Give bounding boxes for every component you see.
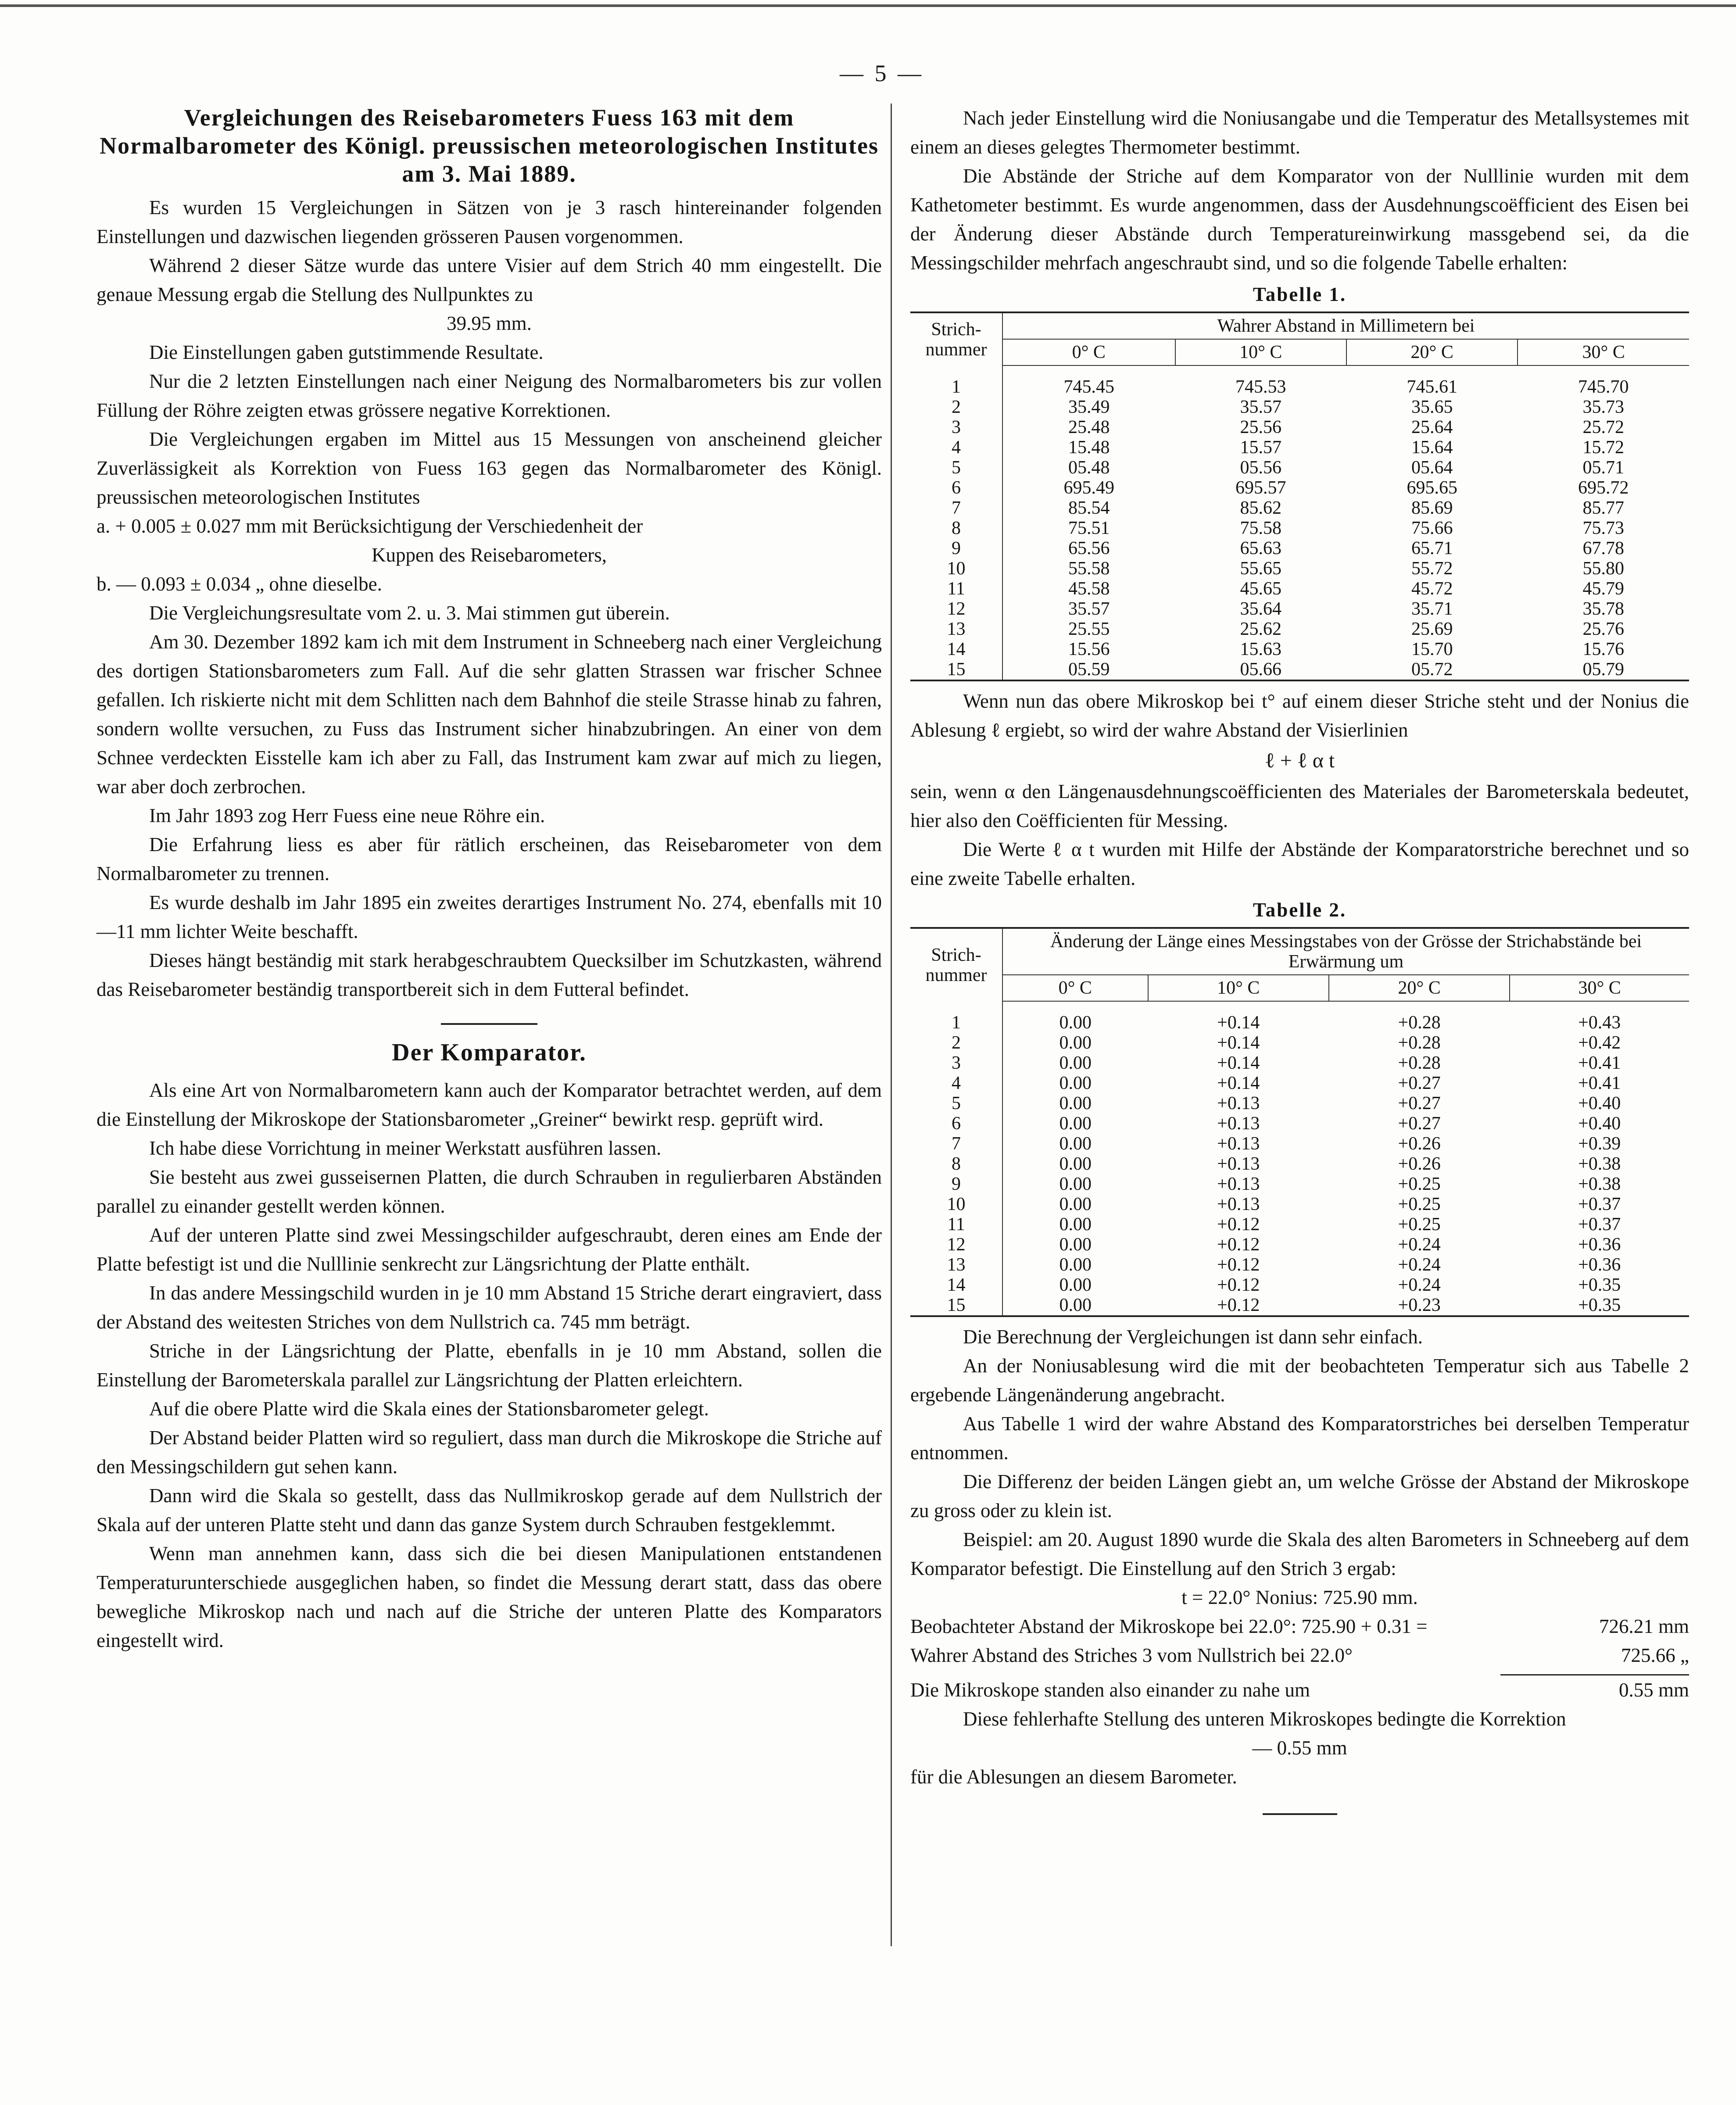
paragraph: Während 2 dieser Sätze wurde das untere Visier auf dem Strich 40 mm eingestellt. Die genaue Messung ergab die Stellung des Nullpunktes zu (97, 254, 882, 305)
komparator-heading: Der Komparator. (392, 1039, 587, 1066)
table2-value-cell: +0.14 (1217, 1033, 1260, 1053)
table2-strich-cell: 14 (910, 1275, 1002, 1295)
table1-value-cell: 35.71 (1411, 599, 1453, 619)
paragraph: Wenn man annehmen kann, dass sich die bei diesen Manipulationen entstandenen Temperaturunterschiede ausgeglichen haben, so findet die Messung derart statt, dass das obere bewegliche Mikroskop nach und nach auf die Striche der unteren Platte des Komparators eingestellt wird. (97, 1543, 882, 1651)
table1-value-cell: 35.57 (1240, 397, 1282, 417)
table2-value-cell: +0.27 (1398, 1113, 1441, 1134)
table2-value-cell: +0.13 (1217, 1154, 1260, 1174)
paragraph: Sie besteht aus zwei gusseisernen Platten, die durch Schrauben in regulierbaren Abständen parallel zu einander gestellt werden können. (97, 1166, 882, 1217)
correction-a: a. + 0.005 ± 0.027 mm mit Berücksichtigung der Verschiedenheit der (97, 515, 643, 537)
table2-temp-header: 30° C (1510, 975, 1689, 1001)
table2-value-cell: +0.38 (1578, 1154, 1621, 1174)
example-observed-value: 726.21 mm (1599, 1615, 1689, 1637)
table1-value-cell: 45.65 (1240, 579, 1282, 599)
table1-value-cell: 05.64 (1411, 458, 1453, 478)
example-difference-label: Die Mikroskope standen also einander zu nahe um (910, 1679, 1310, 1701)
table1-temp-header: 0° C (1002, 339, 1175, 365)
example-observed-row (910, 1612, 1689, 1641)
table2-row (910, 1113, 1689, 1134)
table2-strich-cell: 4 (910, 1073, 1002, 1093)
table1-strich-cell: 1 (910, 377, 1002, 397)
table2-row (910, 1295, 1689, 1316)
table1-value-cell: 695.57 (1235, 478, 1286, 498)
table2-value-cell: +0.36 (1578, 1235, 1621, 1255)
paragraph: Der Abstand beider Platten wird so reguliert, dass man durch die Mikroskope die Striche auf den Messingschildern gut sehen kann. (97, 1427, 882, 1478)
table1-value-cell: 25.64 (1411, 417, 1453, 437)
table2-value-cell: +0.26 (1398, 1134, 1441, 1154)
table1-strich-cell: 14 (910, 639, 1002, 659)
table2-row (910, 1214, 1689, 1235)
table2-value-cell: 0.00 (1059, 1013, 1092, 1033)
table2-row (910, 1255, 1689, 1275)
left-column (97, 104, 882, 1655)
table1-value-cell: 25.72 (1582, 417, 1624, 437)
table2-value-cell: +0.14 (1217, 1013, 1260, 1033)
table1-value-cell: 15.70 (1411, 639, 1453, 659)
table1-strich-cell: 15 (910, 659, 1002, 680)
example-true-row (910, 1641, 1689, 1670)
table1-body (910, 365, 1689, 680)
table2-strich-cell: 2 (910, 1033, 1002, 1053)
table1-value-cell: 05.56 (1240, 458, 1282, 478)
table1-value-cell: 15.48 (1068, 437, 1110, 458)
table2-strich-cell: 3 (910, 1053, 1002, 1073)
table2-value-cell: +0.41 (1578, 1073, 1621, 1093)
paragraph: Auf die obere Platte wird die Skala eines der Stationsbarometer gelegt. (149, 1398, 709, 1420)
table1-value-cell: 67.78 (1582, 538, 1624, 558)
table1-strich-cell: 6 (910, 478, 1002, 498)
table1-strich-cell: 11 (910, 579, 1002, 599)
table1 (910, 311, 1689, 681)
table1-value-cell: 35.78 (1582, 599, 1624, 619)
table1-value-cell: 35.49 (1068, 397, 1110, 417)
paragraph: Die Abstände der Striche auf dem Komparator von der Nulllinie wurden mit dem Kathetometer bestimmt. Es wurde angenommen, dass der Ausdehnungscoëfficient des Eisen bei der Änderung dieser Abstände durch Temperatureinwirkung massgebend sei, da die Messingschilder mehrfach angeschraubt sind, und so die folgende Tabelle erhalten: (910, 165, 1689, 274)
table1-value-cell: 85.54 (1068, 498, 1110, 518)
paragraph: Beispiel: am 20. August 1890 wurde die Skala des alten Barometers in Schneeberg auf dem Komparator befestigt. Die Einstellung auf den Strich 3 ergab: (910, 1529, 1689, 1579)
zero-point-value: 39.95 mm. (447, 312, 532, 334)
paragraph: Wenn nun das obere Mikroskop bei t° auf einem dieser Striche steht und der Nonius die Ablesung ℓ ergiebt, so wird der wahre Abstand der Visierlinien (910, 690, 1689, 741)
table1-value-cell: 35.65 (1411, 397, 1453, 417)
table1-value-cell: 75.73 (1582, 518, 1624, 538)
table2-strich-cell: 12 (910, 1235, 1002, 1255)
table2-value-cell: +0.24 (1398, 1275, 1441, 1295)
table1-value-cell: 25.56 (1240, 417, 1282, 437)
table1-value-cell: 25.76 (1582, 619, 1624, 639)
table2-value-cell: +0.13 (1217, 1134, 1260, 1154)
table2-strich-cell: 11 (910, 1214, 1002, 1235)
table2-value-cell: +0.13 (1217, 1113, 1260, 1134)
table2-value-cell: 0.00 (1059, 1235, 1092, 1255)
paragraph: Die Einstellungen gaben gutstimmende Resultate. (149, 341, 544, 363)
table2-value-cell: +0.13 (1217, 1174, 1260, 1194)
table1-row (910, 417, 1689, 437)
table1-row (910, 498, 1689, 518)
table1-value-cell: 65.71 (1411, 538, 1453, 558)
paragraph: Es wurden 15 Vergleichungen in Sätzen von je 3 rasch hintereinander folgenden Einstellungen und dazwischen liegenden grösseren Pausen vorgenommen. (97, 197, 882, 247)
table1-value-cell: 05.66 (1240, 659, 1282, 680)
table1-value-cell: 75.51 (1068, 518, 1110, 538)
table2-strich-cell: 5 (910, 1093, 1002, 1113)
table2-row (910, 1033, 1689, 1053)
table1-value-cell: 15.56 (1068, 639, 1110, 659)
comparison-heading: Vergleichungen des Reisebarometers Fuess 163 mit dem Normalbarometer des Königl. preussischen meteorologischen Institutes am 3. Mai 1889. (100, 104, 879, 187)
table1-value-cell: 65.56 (1068, 538, 1110, 558)
table1-strich-cell: 5 (910, 458, 1002, 478)
example-difference-row (910, 1675, 1689, 1704)
table2-value-cell: +0.25 (1398, 1194, 1441, 1214)
table1-strich-cell: 4 (910, 437, 1002, 458)
table2-strich-cell: 15 (910, 1295, 1002, 1316)
table1-row (910, 558, 1689, 579)
table2-value-cell: 0.00 (1059, 1194, 1092, 1214)
table2-value-cell: +0.13 (1217, 1093, 1260, 1113)
correction-value: — 0.55 mm (1252, 1737, 1347, 1759)
table2-temp-header: 0° C (1002, 975, 1148, 1001)
paragraph: Dieses hängt beständig mit stark herabgeschraubtem Quecksilber im Schutzkasten, während das Reisebarometer beständig transportbereit sich in dem Futteral befindet. (97, 949, 882, 1000)
table1-value-cell: 695.72 (1578, 478, 1629, 498)
table1-value-cell: 45.79 (1582, 579, 1624, 599)
table2-value-cell: +0.40 (1578, 1093, 1621, 1113)
table1-row (910, 377, 1689, 397)
table1-value-cell: 55.72 (1411, 558, 1453, 579)
table2-value-cell: +0.27 (1398, 1093, 1441, 1113)
paragraph: An der Noniusablesung wird die mit der beobachteten Temperatur sich aus Tabelle 2 ergebende Längenänderung angebracht. (910, 1355, 1689, 1406)
table1-temp-header: 20° C (1346, 339, 1518, 365)
table1-value-cell: 15.76 (1582, 639, 1624, 659)
table1-strich-cell: 13 (910, 619, 1002, 639)
table2-value-cell: +0.35 (1578, 1295, 1621, 1315)
table1-value-cell: 45.72 (1411, 579, 1453, 599)
paragraph: Ich habe diese Vorrichtung in meiner Werkstatt ausführen lassen. (149, 1137, 662, 1159)
table2-row (910, 1073, 1689, 1093)
table2-value-cell: 0.00 (1059, 1093, 1092, 1113)
table2-value-cell: 0.00 (1059, 1033, 1092, 1053)
table2 (910, 927, 1689, 1317)
paragraph: Es wurde deshalb im Jahr 1895 ein zweites derartiges Instrument No. 274, ebenfalls mit 10—11 mm lichter Weite beschafft. (97, 891, 882, 942)
table2-value-cell: +0.25 (1398, 1174, 1441, 1194)
table1-value-cell: 745.45 (1063, 377, 1115, 397)
table1-value-cell: 55.80 (1582, 558, 1624, 579)
table2-row (910, 1134, 1689, 1154)
table2-value-cell: +0.38 (1578, 1174, 1621, 1194)
top-rule (0, 4, 1736, 7)
table2-row (910, 1093, 1689, 1113)
table1-value-cell: 745.61 (1407, 377, 1457, 397)
table2-value-cell: 0.00 (1059, 1134, 1092, 1154)
table2-strich-cell: 13 (910, 1255, 1002, 1275)
table2-value-cell: +0.12 (1217, 1214, 1260, 1235)
table1-value-cell: 695.49 (1063, 478, 1115, 498)
paragraph: Aus Tabelle 1 wird der wahre Abstand des Komparatorstriches bei derselben Temperatur entnommen. (910, 1413, 1689, 1464)
table1-value-cell: 05.79 (1582, 659, 1624, 680)
table2-value-cell: +0.24 (1398, 1235, 1441, 1255)
paragraph: Dann wird die Skala so gestellt, dass das Nullmikroskop gerade auf dem Nullstrich der Skala auf der unteren Platte steht und dann das ganze System durch Schrauben festgeklemmt. (97, 1485, 882, 1536)
table1-value-cell: 35.73 (1582, 397, 1624, 417)
paragraph: Die Vergleichungsresultate vom 2. u. 3. Mai stimmen gut überein. (149, 602, 670, 624)
table2-value-cell: 0.00 (1059, 1275, 1092, 1295)
table1-row (910, 458, 1689, 478)
table2-row (910, 1174, 1689, 1194)
table1-row (910, 659, 1689, 680)
table1-value-cell: 85.77 (1582, 498, 1624, 518)
table1-value-cell: 745.53 (1235, 377, 1286, 397)
example-observed-label: Beobachteter Abstand der Mikroskope bei 22.0°: 725.90 + 0.31 = (910, 1615, 1428, 1637)
right-column (910, 104, 1689, 1815)
table2-strich-cell: 10 (910, 1194, 1002, 1214)
correction-b: b. — 0.093 ± 0.034 „ ohne dieselbe. (97, 573, 382, 595)
table2-row (910, 1235, 1689, 1255)
table2-value-cell: +0.12 (1217, 1255, 1260, 1275)
table1-temp-header: 30° C (1518, 339, 1689, 365)
table2-row (910, 1013, 1689, 1033)
table1-value-cell: 35.57 (1068, 599, 1110, 619)
table2-group-header: Änderung der Länge eines Messingstabes von der Grösse der Strichabstände bei Erwärmung um (1050, 931, 1642, 972)
table2-value-cell: +0.23 (1398, 1295, 1441, 1315)
paragraph: sein, wenn α den Längenausdehnungscoëfficienten des Materiales der Barometerskala bedeutet, hier also den Coëfficienten für Messing. (910, 780, 1689, 831)
table2-value-cell: +0.28 (1398, 1033, 1441, 1053)
table2-value-cell: +0.26 (1398, 1154, 1441, 1174)
table1-row (910, 579, 1689, 599)
table2-value-cell: +0.27 (1398, 1073, 1441, 1093)
table1-value-cell: 45.58 (1068, 579, 1110, 599)
table2-value-cell: +0.28 (1398, 1013, 1441, 1033)
table2-row (910, 1275, 1689, 1295)
table2-value-cell: +0.25 (1398, 1214, 1441, 1235)
table2-value-cell: 0.00 (1059, 1255, 1092, 1275)
table2-value-cell: +0.37 (1578, 1214, 1621, 1235)
table1-row (910, 397, 1689, 417)
section-divider (441, 1023, 537, 1025)
table1-col-strichnummer: Strich-nummer (910, 312, 1002, 365)
table1-value-cell: 25.55 (1068, 619, 1110, 639)
table1-row (910, 478, 1689, 498)
paragraph: Im Jahr 1893 zog Herr Fuess eine neue Röhre ein. (149, 805, 545, 827)
table1-value-cell: 55.58 (1068, 558, 1110, 579)
table2-value-cell: 0.00 (1059, 1154, 1092, 1174)
table1-value-cell: 15.72 (1582, 437, 1624, 458)
table1-value-cell: 05.71 (1582, 458, 1624, 478)
table2-temp-header: 10° C (1148, 975, 1329, 1001)
table1-value-cell: 65.63 (1240, 538, 1282, 558)
table2-value-cell: +0.13 (1217, 1194, 1260, 1214)
table2-value-cell: +0.39 (1578, 1134, 1621, 1154)
table2-value-cell: +0.14 (1217, 1073, 1260, 1093)
table1-value-cell: 75.66 (1411, 518, 1453, 538)
table2-value-cell: 0.00 (1059, 1053, 1092, 1073)
table2-value-cell: +0.12 (1217, 1275, 1260, 1295)
paragraph: In das andere Messingschild wurden in je 10 mm Abstand 15 Striche derart eingraviert, dass der Abstand des weitesten Striches von dem Nullstrich ca. 745 mm beträgt. (97, 1282, 882, 1333)
table1-value-cell: 35.64 (1240, 599, 1282, 619)
table2-value-cell: +0.43 (1578, 1013, 1621, 1033)
table1-value-cell: 05.72 (1411, 659, 1453, 680)
paragraph: Die Werte ℓ α t wurden mit Hilfe der Abstände der Komparatorstriche berechnet und so eine zweite Tabelle erhalten. (910, 838, 1689, 889)
table1-value-cell: 25.69 (1411, 619, 1453, 639)
table1-strich-cell: 9 (910, 538, 1002, 558)
table2-value-cell: 0.00 (1059, 1113, 1092, 1134)
table2-value-cell: +0.42 (1578, 1033, 1621, 1053)
table1-strich-cell: 12 (910, 599, 1002, 619)
end-rule (1263, 1813, 1337, 1815)
paragraph: Diese fehlerhafte Stellung des unteren Mikroskopes bedingte die Korrektion (963, 1708, 1566, 1730)
table2-value-cell: 0.00 (1059, 1214, 1092, 1235)
paragraph: Als eine Art von Normalbarometern kann auch der Komparator betrachtet werden, auf dem die Einstellung der Mikroskope der Stationsbarometer „Greiner“ bewirkt resp. geprüft wird. (97, 1079, 882, 1130)
table1-value-cell: 25.48 (1068, 417, 1110, 437)
table2-value-cell: 0.00 (1059, 1073, 1092, 1093)
table2-row (910, 1154, 1689, 1174)
table2-strich-cell: 6 (910, 1113, 1002, 1134)
table1-value-cell: 85.69 (1411, 498, 1453, 518)
table2-row (910, 1053, 1689, 1073)
table1-value-cell: 695.65 (1407, 478, 1457, 498)
table1-value-cell: 15.57 (1240, 437, 1282, 458)
table2-value-cell: +0.24 (1398, 1255, 1441, 1275)
distance-formula: ℓ + ℓ α t (1264, 749, 1335, 772)
paragraph: Die Vergleichungen ergaben im Mittel aus 15 Messungen von anscheinend gleicher Zuverlässigkeit als Korrektion von Fuess 163 gegen das Normalbarometer des Königl. preussischen meteorologischen Institutes (97, 428, 882, 508)
table1-strich-cell: 3 (910, 417, 1002, 437)
table2-body (910, 1001, 1689, 1316)
paragraph: Auf der unteren Platte sind zwei Messingschilder aufgeschraubt, deren eines am Ende der Platte befestigt ist und die Nulllinie senkrecht zur Längsrichtung der Platte enthält. (97, 1224, 882, 1275)
table1-row (910, 538, 1689, 558)
column-divider (891, 104, 892, 1946)
table2-value-cell: 0.00 (1059, 1295, 1092, 1315)
paragraph: Nur die 2 letzten Einstellungen nach einer Neigung des Normalbarometers bis zur vollen Füllung der Röhre zeigten etwas grössere negative Korrektionen. (97, 370, 882, 421)
table2-value-cell: +0.41 (1578, 1053, 1621, 1073)
correction-a-continued: Kuppen des Reisebarometers, (371, 544, 607, 566)
table1-value-cell: 05.59 (1068, 659, 1110, 680)
table2-strich-cell: 9 (910, 1174, 1002, 1194)
table2-col-strichnummer: Strich-nummer (910, 928, 1002, 1001)
table2-strich-cell: 7 (910, 1134, 1002, 1154)
table1-value-cell: 85.62 (1240, 498, 1282, 518)
table1-strich-cell: 2 (910, 397, 1002, 417)
table2-value-cell: +0.36 (1578, 1255, 1621, 1275)
table2-value-cell: +0.28 (1398, 1053, 1441, 1073)
table1-row (910, 619, 1689, 639)
table1-row (910, 437, 1689, 458)
table2-value-cell: +0.12 (1217, 1295, 1260, 1315)
table1-strich-cell: 7 (910, 498, 1002, 518)
table2-row (910, 1194, 1689, 1214)
table1-value-cell: 75.58 (1240, 518, 1282, 538)
table1-value-cell: 15.64 (1411, 437, 1453, 458)
table1-strich-cell: 8 (910, 518, 1002, 538)
table2-value-cell: +0.37 (1578, 1194, 1621, 1214)
paragraph: Nach jeder Einstellung wird die Noniusangabe und die Temperatur des Metallsystemes mit einem an dieses gelegtes Thermometer bestimmt. (910, 107, 1689, 158)
example-true-value: 725.66 „ (1621, 1644, 1689, 1666)
table1-group-header: Wahrer Abstand in Millimetern bei (1217, 316, 1475, 336)
paragraph: Am 30. Dezember 1892 kam ich mit dem Instrument in Schneeberg nach einer Vergleichung des dortigen Stationsbarometers zum Fall. Auf die sehr glatten Strassen war frischer Schnee gefallen. Ich riskierte nicht mit dem Schlitten nach dem Bahnhof die steile Strasse hinab zu fahren, sondern wollte versuchen, zu Fuss das Instrument sicher hinabzubringen. An einer von dem Schnee verdeckten Eisstelle kam ich aber zu Fall, das Instrument kam zwar auf mich zu liegen, war aber doch zerbrochen. (97, 631, 882, 798)
page-number: — 5 — (840, 60, 924, 86)
table2-value-cell: +0.35 (1578, 1275, 1621, 1295)
example-true-label: Wahrer Abstand des Striches 3 vom Nullstrich bei 22.0° (910, 1644, 1353, 1666)
paragraph: Die Differenz der beiden Längen giebt an, um welche Grösse der Abstand der Mikroskope zu gross oder zu klein ist. (910, 1471, 1689, 1521)
table1-row (910, 518, 1689, 538)
table2-caption: Tabelle 2. (1253, 899, 1347, 921)
table2-value-cell: 0.00 (1059, 1174, 1092, 1194)
paragraph: Striche in der Längsrichtung der Platte, ebenfalls in je 10 mm Abstand, sollen die Einstellung der Barometerskala parallel zur Längsrichtung der Platten erleichtern. (97, 1340, 882, 1391)
table2-value-cell: +0.40 (1578, 1113, 1621, 1134)
table2-strich-cell: 8 (910, 1154, 1002, 1174)
paragraph: Die Erfahrung liess es aber für rätlich erscheinen, das Reisebarometer von dem Normalbarometer zu trennen. (97, 834, 882, 884)
example-difference-value: 0.55 mm (1618, 1679, 1689, 1701)
paragraph: Die Berechnung der Vergleichungen ist dann sehr einfach. (963, 1326, 1423, 1348)
paragraph: für die Ablesungen an diesem Barometer. (910, 1766, 1237, 1788)
table1-row (910, 599, 1689, 619)
example-temperature-line: t = 22.0° Nonius: 725.90 mm. (1181, 1586, 1418, 1608)
table2-value-cell: +0.14 (1217, 1053, 1260, 1073)
table1-value-cell: 55.65 (1240, 558, 1282, 579)
table1-value-cell: 745.70 (1578, 377, 1629, 397)
table1-row (910, 639, 1689, 659)
table1-temp-header: 10° C (1175, 339, 1346, 365)
table1-value-cell: 15.63 (1240, 639, 1282, 659)
table1-value-cell: 05.48 (1068, 458, 1110, 478)
table1-strich-cell: 10 (910, 558, 1002, 579)
table2-value-cell: +0.12 (1217, 1235, 1260, 1255)
table1-caption: Tabelle 1. (1253, 283, 1347, 305)
table2-temp-header: 20° C (1329, 975, 1510, 1001)
table1-value-cell: 25.62 (1240, 619, 1282, 639)
table2-strich-cell: 1 (910, 1013, 1002, 1033)
